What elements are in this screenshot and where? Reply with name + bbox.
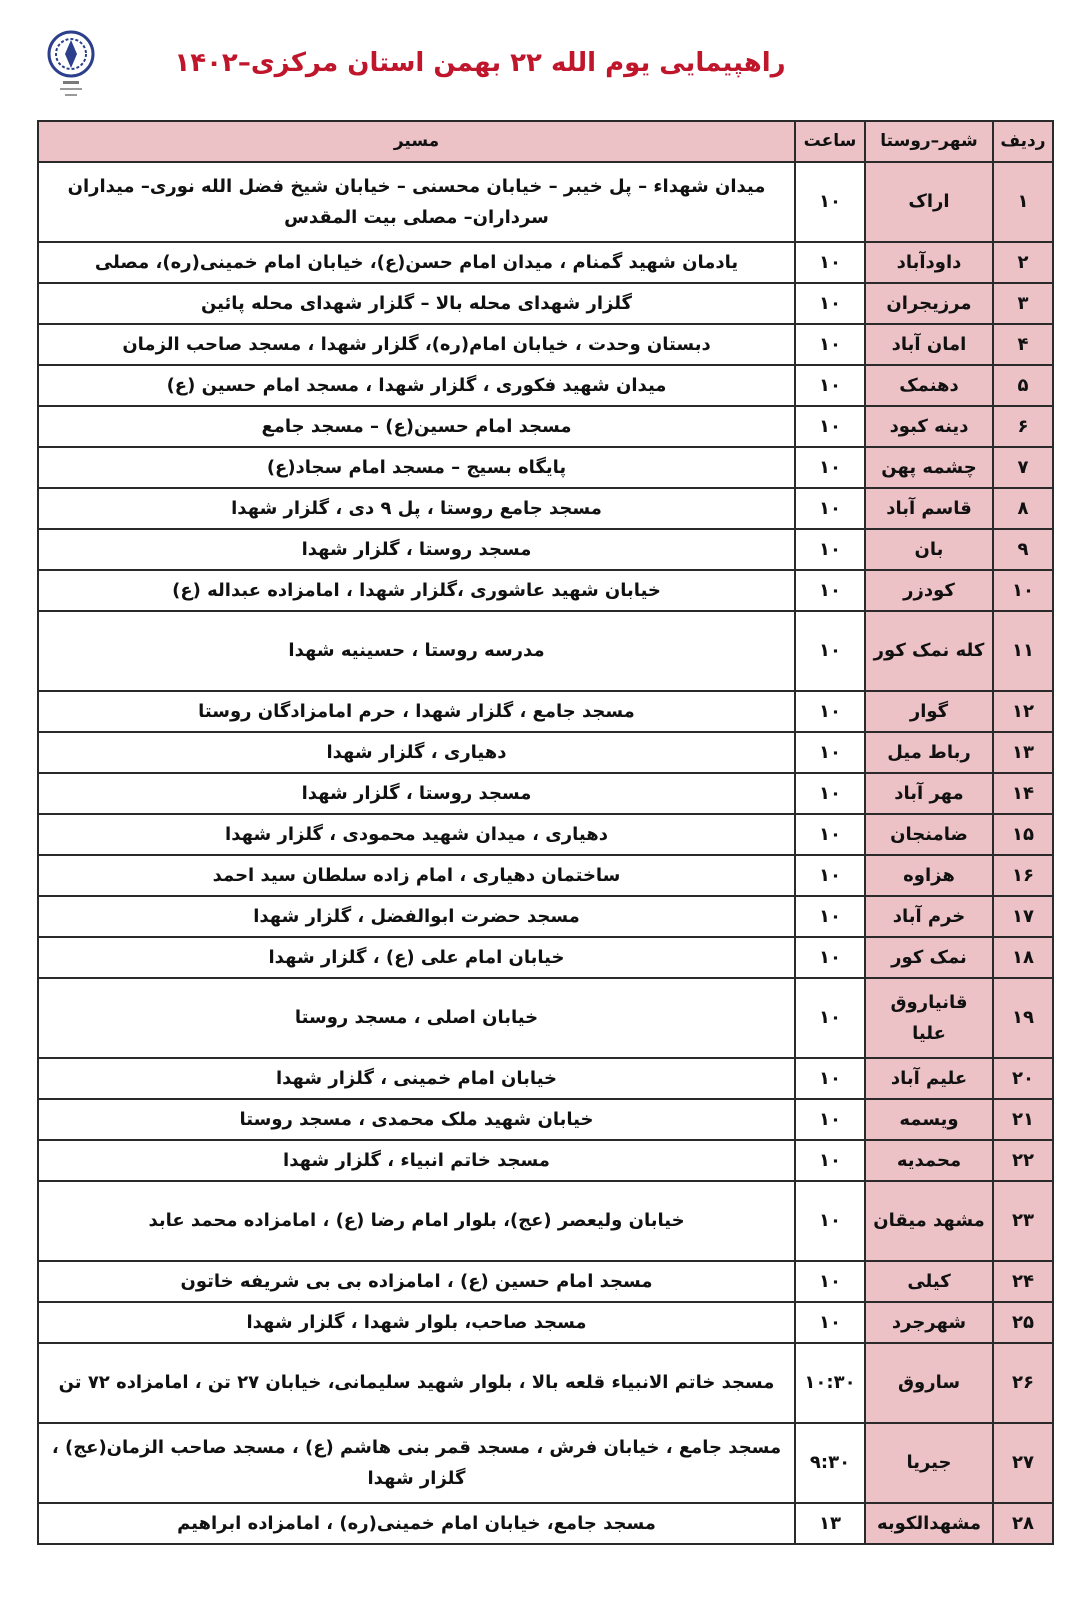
table-row xyxy=(38,1261,1053,1302)
table-row xyxy=(38,1140,1053,1181)
route-description: خیابان شهید عاشوری ،گلزار شهدا ، امامزاده عبداله (ع) xyxy=(38,570,795,611)
start-time: ۱۰:۳۰ xyxy=(795,1343,865,1423)
row-number: ۱۳ xyxy=(993,732,1053,773)
row-number: ۲ xyxy=(993,242,1053,283)
table-row xyxy=(38,896,1053,937)
row-number: ۱۷ xyxy=(993,896,1053,937)
route-description: مسجد امام حسین (ع) ، امامزاده بی بی شریفه خاتون xyxy=(38,1261,795,1302)
city-name: هزاوه xyxy=(865,855,993,896)
city-name: کیلی xyxy=(865,1261,993,1302)
route-description: یادمان شهید گمنام ، میدان امام حسن(ع)، خیابان امام خمینی(ره)، مصلی xyxy=(38,242,795,283)
start-time: ۱۳ xyxy=(795,1503,865,1544)
city-name: ویسمه xyxy=(865,1099,993,1140)
row-number: ۶ xyxy=(993,406,1053,447)
row-number: ۹ xyxy=(993,529,1053,570)
row-number: ۸ xyxy=(993,488,1053,529)
route-description: دهیاری ، میدان شهید محمودی ، گلزار شهدا xyxy=(38,814,795,855)
table-row xyxy=(38,1343,1053,1423)
row-number: ۲۶ xyxy=(993,1343,1053,1423)
row-number: ۱۰ xyxy=(993,570,1053,611)
route-description: میدان شهداء – پل خیبر – خیابان محسنی – خیابان شیخ فضل الله نوری– میداران سرداران– مصلی بیت المقدس xyxy=(38,162,795,242)
table-row xyxy=(38,162,1053,242)
start-time: ۱۰ xyxy=(795,855,865,896)
table-row xyxy=(38,488,1053,529)
city-name: علیم آباد xyxy=(865,1058,993,1099)
table-row xyxy=(38,406,1053,447)
start-time: ۱۰ xyxy=(795,773,865,814)
header-city: شهر–روستا xyxy=(865,121,993,162)
city-name: چشمه پهن xyxy=(865,447,993,488)
city-name: دهنمک xyxy=(865,365,993,406)
row-number: ۴ xyxy=(993,324,1053,365)
start-time: ۱۰ xyxy=(795,1302,865,1343)
start-time: ۱۰ xyxy=(795,1261,865,1302)
start-time: ۱۰ xyxy=(795,978,865,1058)
start-time: ۱۰ xyxy=(795,732,865,773)
row-number: ۱۱ xyxy=(993,611,1053,691)
row-number: ۲۸ xyxy=(993,1503,1053,1544)
start-time: ۱۰ xyxy=(795,365,865,406)
route-description: مسجد جامع روستا ، پل ۹ دی ، گلزار شهدا xyxy=(38,488,795,529)
table-row xyxy=(38,570,1053,611)
start-time: ۱۰ xyxy=(795,242,865,283)
city-name: محمدیه xyxy=(865,1140,993,1181)
city-name: کودزر xyxy=(865,570,993,611)
route-description: مسجد حضرت ابوالفضل ، گلزار شهدا xyxy=(38,896,795,937)
route-description: ساختمان دهیاری ، امام زاده سلطان سید احمد xyxy=(38,855,795,896)
table-row xyxy=(38,447,1053,488)
city-name: داودآباد xyxy=(865,242,993,283)
row-number: ۱۴ xyxy=(993,773,1053,814)
table-row xyxy=(38,242,1053,283)
row-number: ۷ xyxy=(993,447,1053,488)
city-name: گوار xyxy=(865,691,993,732)
city-name: ضامنجان xyxy=(865,814,993,855)
table-row xyxy=(38,283,1053,324)
city-name: مشهدالکوبه xyxy=(865,1503,993,1544)
start-time: ۱۰ xyxy=(795,488,865,529)
row-number: ۱ xyxy=(993,162,1053,242)
city-name: خرم آباد xyxy=(865,896,993,937)
route-description: خیابان امام علی (ع) ، گلزار شهدا xyxy=(38,937,795,978)
table-row xyxy=(38,611,1053,691)
start-time: ۱۰ xyxy=(795,1058,865,1099)
start-time: ۱۰ xyxy=(795,447,865,488)
start-time: ۱۰ xyxy=(795,937,865,978)
route-description: مسجد روستا ، گلزار شهدا xyxy=(38,529,795,570)
city-name: جیریا xyxy=(865,1423,993,1503)
row-number: ۱۲ xyxy=(993,691,1053,732)
table-row xyxy=(38,978,1053,1058)
page-title: راهپیمایی یوم الله ۲۲ بهمن استان مرکزی–۱۴۰۲ xyxy=(174,48,786,78)
row-number: ۵ xyxy=(993,365,1053,406)
row-number: ۲۷ xyxy=(993,1423,1053,1503)
start-time: ۱۰ xyxy=(795,570,865,611)
route-description: مسجد خاتم انبیاء ، گلزار شهدا xyxy=(38,1140,795,1181)
route-description: دهیاری ، گلزار شهدا xyxy=(38,732,795,773)
start-time: ۹:۳۰ xyxy=(795,1423,865,1503)
city-name: قاسم آباد xyxy=(865,488,993,529)
route-description: مدرسه روستا ، حسینیه شهدا xyxy=(38,611,795,691)
start-time: ۱۰ xyxy=(795,162,865,242)
march-routes-table xyxy=(37,120,1054,1545)
city-name: اراک xyxy=(865,162,993,242)
table-row xyxy=(38,1302,1053,1343)
header-row-number: ردیف xyxy=(993,121,1053,162)
row-number: ۱۵ xyxy=(993,814,1053,855)
route-description: مسجد جامع ، گلزار شهدا ، حرم امامزادگان روستا xyxy=(38,691,795,732)
start-time: ۱۰ xyxy=(795,611,865,691)
table-row xyxy=(38,773,1053,814)
table-row xyxy=(38,529,1053,570)
row-number: ۲۰ xyxy=(993,1058,1053,1099)
header-time: ساعت xyxy=(795,121,865,162)
start-time: ۱۰ xyxy=(795,814,865,855)
city-name: رباط میل xyxy=(865,732,993,773)
city-name: قانیاروق علیا xyxy=(865,978,993,1058)
table-row xyxy=(38,691,1053,732)
table-row xyxy=(38,1181,1053,1261)
header-route: مسیر xyxy=(38,121,795,162)
start-time: ۱۰ xyxy=(795,529,865,570)
start-time: ۱۰ xyxy=(795,1099,865,1140)
table-row xyxy=(38,732,1053,773)
route-description: مسجد خاتم الانبیاء قلعه بالا ، بلوار شهید سلیمانی، خیابان ۲۷ تن ، امامزاده ۷۲ تن xyxy=(38,1343,795,1423)
emblem-logo-icon xyxy=(46,26,96,108)
row-number: ۲۲ xyxy=(993,1140,1053,1181)
route-description: مسجد جامع ، خیابان فرش ، مسجد قمر بنی هاشم (ع) ، مسجد صاحب الزمان(عج) ، گلزار شهدا xyxy=(38,1423,795,1503)
row-number: ۱۹ xyxy=(993,978,1053,1058)
route-description: مسجد امام حسین(ع) – مسجد جامع xyxy=(38,406,795,447)
route-description: دبستان وحدت ، خیابان امام(ره)، گلزار شهدا ، مسجد صاحب الزمان xyxy=(38,324,795,365)
table-row xyxy=(38,1099,1053,1140)
row-number: ۲۴ xyxy=(993,1261,1053,1302)
route-description: میدان شهید فکوری ، گلزار شهدا ، مسجد امام حسین (ع) xyxy=(38,365,795,406)
table-row xyxy=(38,365,1053,406)
start-time: ۱۰ xyxy=(795,1181,865,1261)
city-name: دینه کبود xyxy=(865,406,993,447)
row-number: ۲۵ xyxy=(993,1302,1053,1343)
table-row xyxy=(38,937,1053,978)
city-name: مرزیجران xyxy=(865,283,993,324)
table-row xyxy=(38,1423,1053,1503)
start-time: ۱۰ xyxy=(795,283,865,324)
route-description: مسجد جامع، خیابان امام خمینی(ره) ، امامزاده ابراهیم xyxy=(38,1503,795,1544)
row-number: ۳ xyxy=(993,283,1053,324)
route-description: پایگاه بسیج – مسجد امام سجاد(ع) xyxy=(38,447,795,488)
row-number: ۱۸ xyxy=(993,937,1053,978)
route-description: گلزار شهدای محله بالا – گلزار شهدای محله پائین xyxy=(38,283,795,324)
table-row xyxy=(38,855,1053,896)
route-description: مسجد روستا ، گلزار شهدا xyxy=(38,773,795,814)
start-time: ۱۰ xyxy=(795,406,865,447)
row-number: ۲۳ xyxy=(993,1181,1053,1261)
start-time: ۱۰ xyxy=(795,691,865,732)
table-body xyxy=(38,162,1053,1544)
start-time: ۱۰ xyxy=(795,1140,865,1181)
table-row xyxy=(38,1058,1053,1099)
route-description: خیابان اصلی ، مسجد روستا xyxy=(38,978,795,1058)
table-row xyxy=(38,814,1053,855)
row-number: ۱۶ xyxy=(993,855,1053,896)
route-description: خیابان شهید ملک محمدی ، مسجد روستا xyxy=(38,1099,795,1140)
table-row xyxy=(38,1503,1053,1544)
table-row xyxy=(38,324,1053,365)
city-name: بان xyxy=(865,529,993,570)
city-name: مشهد میقان xyxy=(865,1181,993,1261)
start-time: ۱۰ xyxy=(795,896,865,937)
route-description: خیابان ولیعصر (عج)، بلوار امام رضا (ع) ، امامزاده محمد عابد xyxy=(38,1181,795,1261)
city-name: امان آباد xyxy=(865,324,993,365)
table-header-row xyxy=(38,121,1053,162)
city-name: کله نمک کور xyxy=(865,611,993,691)
city-name: نمک کور xyxy=(865,937,993,978)
city-name: ساروق xyxy=(865,1343,993,1423)
start-time: ۱۰ xyxy=(795,324,865,365)
row-number: ۲۱ xyxy=(993,1099,1053,1140)
city-name: شهرجرد xyxy=(865,1302,993,1343)
route-description: مسجد صاحب، بلوار شهدا ، گلزار شهدا xyxy=(38,1302,795,1343)
city-name: مهر آباد xyxy=(865,773,993,814)
route-description: خیابان امام خمینی ، گلزار شهدا xyxy=(38,1058,795,1099)
